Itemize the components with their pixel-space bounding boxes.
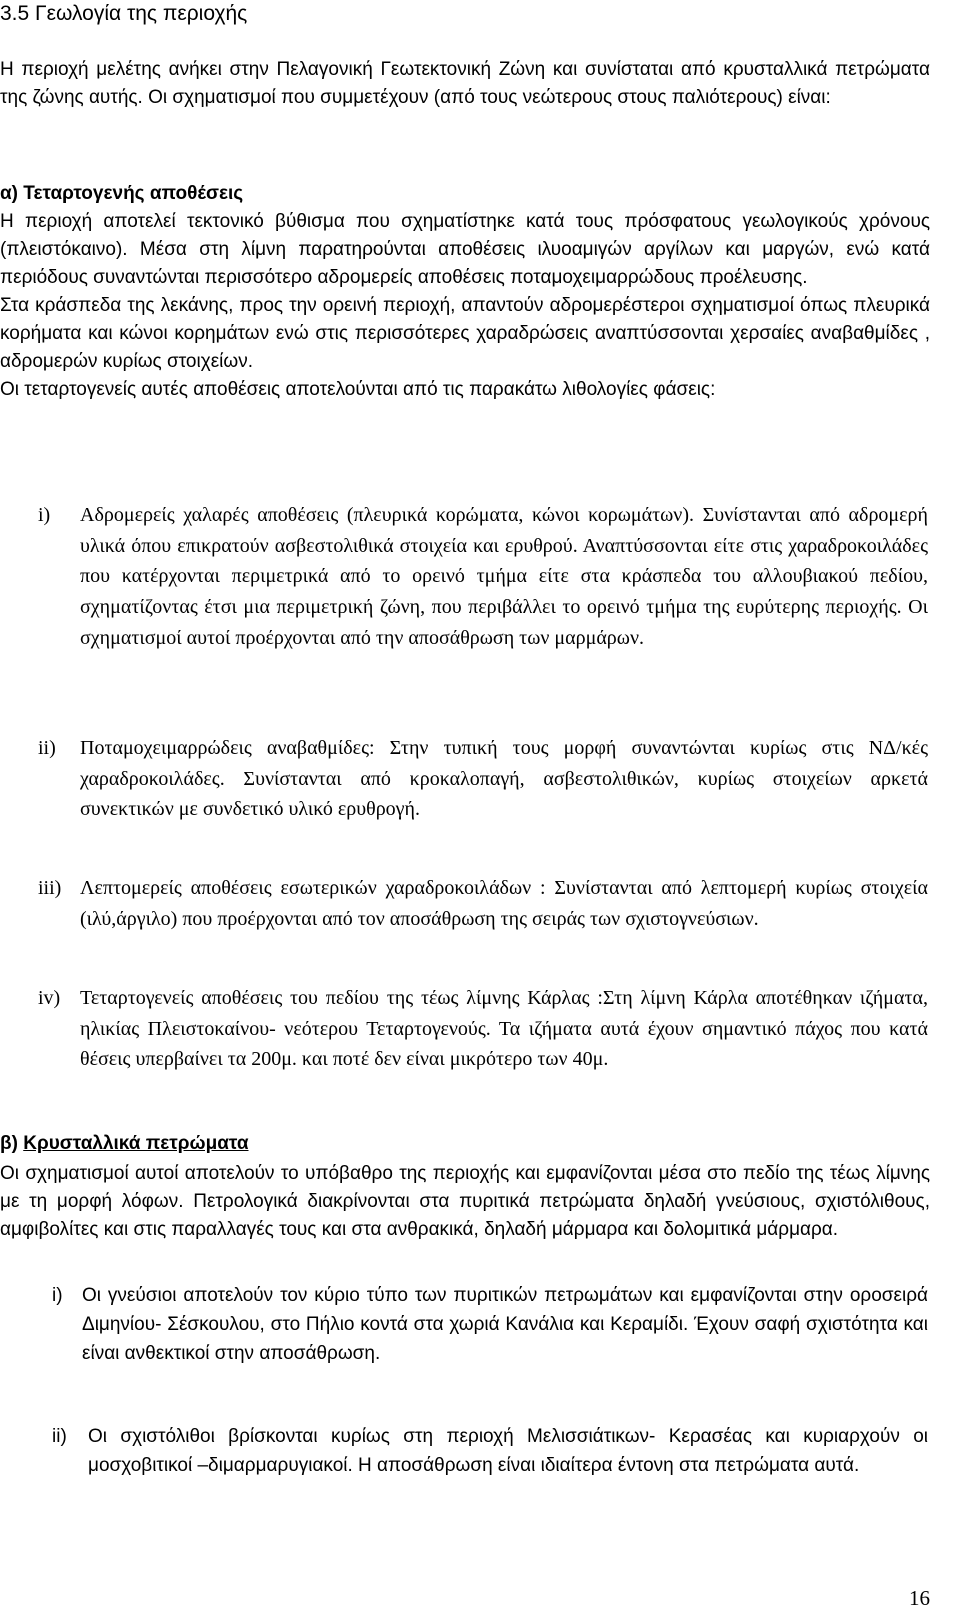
list-item-number: ii) xyxy=(38,737,56,759)
list-item-text: Τεταρτογενείς αποθέσεις του πεδίου της τέως λίμνης Κάρλας :Στη λίμνη Κάρλα αποτέθηκαν ιζήματα, ηλικίας Πλειστοκαίνου- νεότερου Τεταρτογενούς. Τα ιζήματα αυτά έχουν σημαντικό πάχος που κατά θέσεις υπερβαίνει τα 200μ. και ποτέ δεν είναι μικρότερο των 40μ. xyxy=(80,987,928,1071)
section-b-body xyxy=(0,1160,930,1244)
section-a-title xyxy=(0,180,930,208)
section-a-paragraph-2: Στα κράσπεδα της λεκάνης, προς την ορεινή περιοχή, απαντούν αδρομερέστεροι σχηματισμοί όπως πλευρικά κορήματα και κώνοι κορημάτων ενώ στις περισσότερες χαραδρώσεις αναπτύσσονται χερσαίες αναβαθμίδες , αδρομερών κυρίως στοιχείων. xyxy=(0,295,930,372)
section-heading: 3.5 Γεωλογία της περιοχής xyxy=(0,2,248,25)
list-item-text: Οι σχιστόλιθοι βρίσκονται κυρίως στη περιοχή Μελισσιάτικων- Κερασέας και κυριαρχούν οι μοσχοβιτικοί –διμαρμαρυγιακοί. Η αποσάθρωση είναι ιδιαίτερα έντονη στα πετρώματα αυτά. xyxy=(88,1426,928,1476)
list-item-number: i) xyxy=(52,1285,63,1306)
section-b-title-letter: β) xyxy=(0,1133,18,1154)
list-item-a-ii xyxy=(38,733,928,825)
list-item-number: iv) xyxy=(38,987,61,1009)
list-item-a-iii xyxy=(38,873,928,934)
list-item-text: Οι γνεύσιοι αποτελούν τον κύριο τύπο των πυριτικών πετρωμάτων και εμφανίζονται στην οροσειρά Διμηνίου- Σέσκουλου, στο Πήλιο κοντά στα χωριά Κανάλια και Κεραμίδι. Έχουν σαφή σχιστότητα και είναι ανθεκτικοί στην αποσάθρωση. xyxy=(82,1285,928,1364)
intro-paragraph xyxy=(0,56,930,112)
list-item-number: ii) xyxy=(52,1426,67,1447)
list-item-text: Ποταμοχειμαρρώδεις αναβαθμίδες: Στην τυπική τους μορφή συναντώνται κυρίως στις ΝΔ/κές χαραδροκοιλάδες. Συνίστανται από κροκαλοπαγή, ασβεστολιθικών, κυρίως στοιχείων αρκετά συνεκτικών με συνδετικό υλικό ερυθρογή. xyxy=(80,737,928,821)
list-item-a-iv xyxy=(38,983,928,1075)
list-item-a-i xyxy=(38,500,928,654)
list-item-number: iii) xyxy=(38,877,62,899)
section-b-title xyxy=(0,1130,930,1158)
section-b-paragraph: Οι σχηματισμοί αυτοί αποτελούν το υπόβαθρο της περιοχής και εμφανίζονται μέσα στο πεδίο της τέως λίμνης με τη μορφή λόφων. Πετρολογικά διακρίνονται στα πυριτικά πετρώματα δηλαδή γνεύσιους, σχιστόλιθους, αμφιβολίτες και στις παραλλαγές τους και στα ανθρακικά, δηλαδή μάρμαρα και δολομιτικά μάρμαρα. xyxy=(0,1163,930,1240)
page-number: 16 xyxy=(909,1586,930,1610)
intro-text: Η περιοχή μελέτης ανήκει στην Πελαγονική Γεωτεκτονική Ζώνη και συνίσταται από κρυσταλλικά πετρώματα της ζώνης αυτής. Οι σχηματισμοί που συμμετέχουν (από τους νεώτερους στους παλιότερους) είναι: xyxy=(0,59,930,108)
section-a-title-text: α) Τεταρτογενής αποθέσεις xyxy=(0,183,244,204)
section-b-title-text: Κρυσταλλικά πετρώματα xyxy=(23,1133,249,1154)
list-item-b-i xyxy=(52,1281,928,1368)
section-a-paragraph-3: Οι τεταρτογενείς αυτές αποθέσεις αποτελούνται από τις παρακάτω λιθολογίες φάσεις: xyxy=(0,379,716,400)
list-item-text: Λεπτομερείς αποθέσεις εσωτερικών χαραδροκοιλάδων : Συνίστανται από λεπτομερή κυρίως στοιχεία (ιλύ,άργιλο) που προέρχονται από τον αποσάθρωση της σειράς των σχιστογνεύσιων. xyxy=(80,877,928,930)
list-item-number: i) xyxy=(38,504,51,526)
section-a-paragraph-1: Η περιοχή αποτελεί τεκτονικό βύθισμα που σχηματίστηκε κατά τους πρόσφατους γεωλογικούς χρόνους (πλειστόκαινο). Μέσα στη λίμνη παρατηρούνται αποθέσεις ιλυοαμιγών αργίλων και μαργών, ενώ κατά περιόδους συναντώνται περισσότερο αδρομερείς αποθέσεις ποταμοχειμαρρώδους προέλευσης. xyxy=(0,211,930,288)
list-item-b-ii xyxy=(52,1422,928,1480)
section-a-body xyxy=(0,208,930,404)
list-item-text: Αδρομερείς χαλαρές αποθέσεις (πλευρικά κορώματα, κώνοι κορωμάτων). Συνίστανται από αδρομερή υλικά όπου επικρατούν ασβεστολιθικά στοιχεία και ερυθρού. Αναπτύσσονται είτε στις χαραδροκοιλάδες που κατέρχονται περιμετρικά από το ορεινό τμήμα είτε στα κράσπεδα του αλλουβιακού πεδίου, σχηματίζοντας έτσι μια περιμετρική ζώνη, που περιβάλλει το ορεινό τμήμα της ευρύτερης περιοχής. Οι σχηματισμοί αυτοί προέρχονται από την αποσάθρωση των μαρμάρων. xyxy=(80,504,928,649)
